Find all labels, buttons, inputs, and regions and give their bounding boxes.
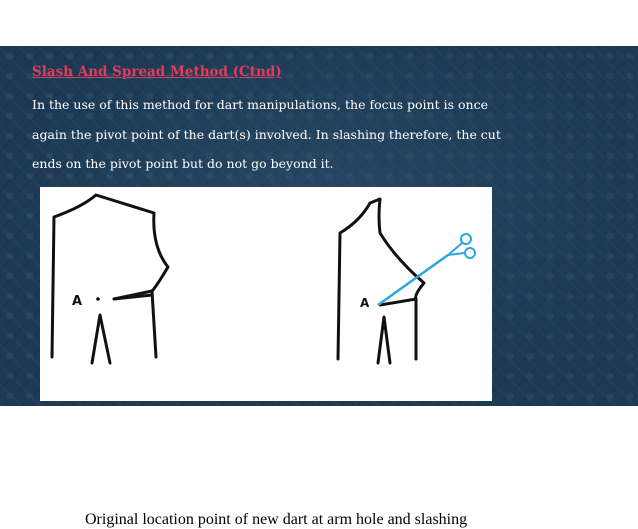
paragraph-line-2: again the pivot point of the dart(s) involved. In slashing therefore, the cut xyxy=(32,127,501,142)
scissors-icon xyxy=(448,234,475,258)
paragraph-line-1: In the use of this method for dart manipulations, the focus point is once xyxy=(32,97,488,112)
slide xyxy=(0,46,638,528)
slide-title: Slash And Spread Method (Ctnd) xyxy=(32,64,282,80)
right-point-label: A xyxy=(360,296,370,310)
pattern-figure xyxy=(40,187,492,528)
left-point-label: A xyxy=(72,294,83,309)
figure-caption: Original location point of new dart at arm hole and slashing xyxy=(85,511,468,528)
bodice-diagrams xyxy=(40,187,492,401)
left-pivot-dot xyxy=(96,297,100,301)
paragraph-line-3: ends on the pivot point but do not go beyond it. xyxy=(32,156,334,171)
original-bodice-pattern xyxy=(52,195,168,363)
slash-line xyxy=(378,255,448,305)
